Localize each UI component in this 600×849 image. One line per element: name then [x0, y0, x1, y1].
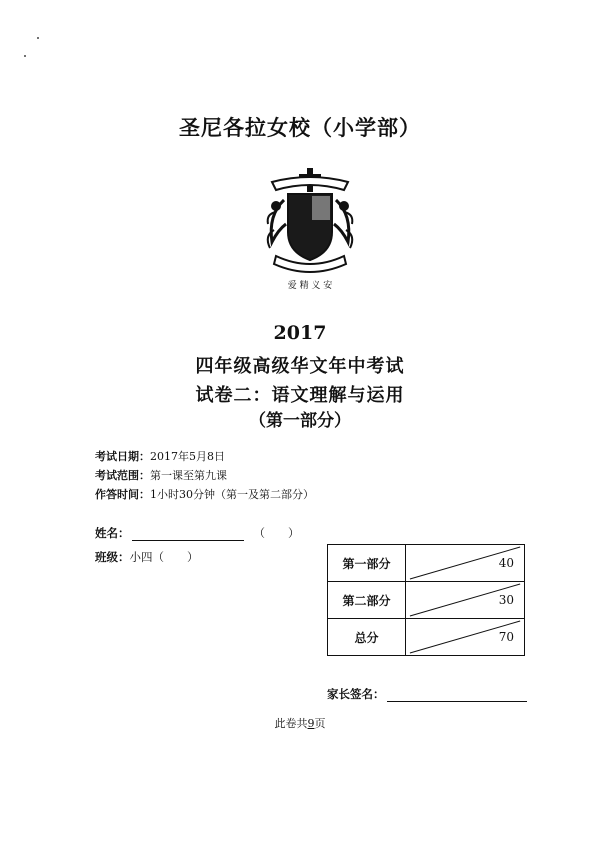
table-row — [328, 619, 525, 656]
scan-speck — [24, 55, 26, 57]
info-value: 第一课至第九课 — [150, 469, 227, 482]
index-number-field[interactable]: （ ） — [253, 526, 300, 540]
score-part-label: 第二部分 — [328, 582, 406, 619]
exam-duration-row — [95, 486, 314, 502]
parent-signature-label: 家长签名： — [327, 687, 385, 701]
exam-year: 2017 — [273, 322, 327, 344]
paper-part: （第一部分） — [249, 411, 351, 431]
score-cell[interactable] — [405, 619, 524, 656]
name-field[interactable] — [132, 530, 244, 541]
class-label: 班级： — [95, 550, 130, 564]
info-value: 1小时30分钟（第一及第二部分） — [150, 488, 314, 501]
info-label: 作答时间： — [95, 488, 150, 501]
page-count-prefix: 此卷共 — [274, 717, 308, 730]
page-count — [0, 715, 600, 731]
score-part-label: 第一部分 — [328, 545, 406, 582]
score-max: 70 — [498, 630, 514, 644]
exam-title: 四年级高级华文年中考试 — [195, 356, 405, 377]
score-max: 30 — [498, 593, 514, 607]
info-label: 考试范围： — [95, 469, 150, 482]
parent-signature-field[interactable] — [387, 691, 527, 702]
school-name: 圣尼各拉女校（小学部） — [179, 115, 421, 140]
class-value[interactable]: 小四（ ） — [129, 550, 199, 564]
score-table — [327, 544, 525, 656]
page-count-suffix: 页 — [314, 717, 326, 730]
name-label: 姓名： — [95, 526, 130, 540]
exam-scope-row — [95, 467, 227, 483]
svg-text:爱 精 义 安: 爱 精 义 安 — [287, 281, 333, 291]
exam-date-row — [95, 448, 225, 464]
info-value: 2017年5月8日 — [150, 450, 225, 463]
info-label: 考试日期： — [95, 450, 150, 463]
student-name-row — [95, 525, 300, 541]
table-row — [328, 582, 525, 619]
score-cell[interactable] — [405, 545, 524, 582]
score-part-label: 总分 — [328, 619, 406, 656]
scan-speck — [37, 37, 39, 39]
table-row — [328, 545, 525, 582]
score-max: 40 — [498, 556, 514, 570]
paper-title: 试卷二：语文理解与运用 — [195, 385, 405, 406]
page-count-number: 9 — [307, 717, 315, 730]
student-class-row — [95, 549, 199, 565]
school-crest-logo — [262, 160, 358, 292]
parent-signature-row — [327, 686, 527, 702]
score-cell[interactable] — [405, 582, 524, 619]
